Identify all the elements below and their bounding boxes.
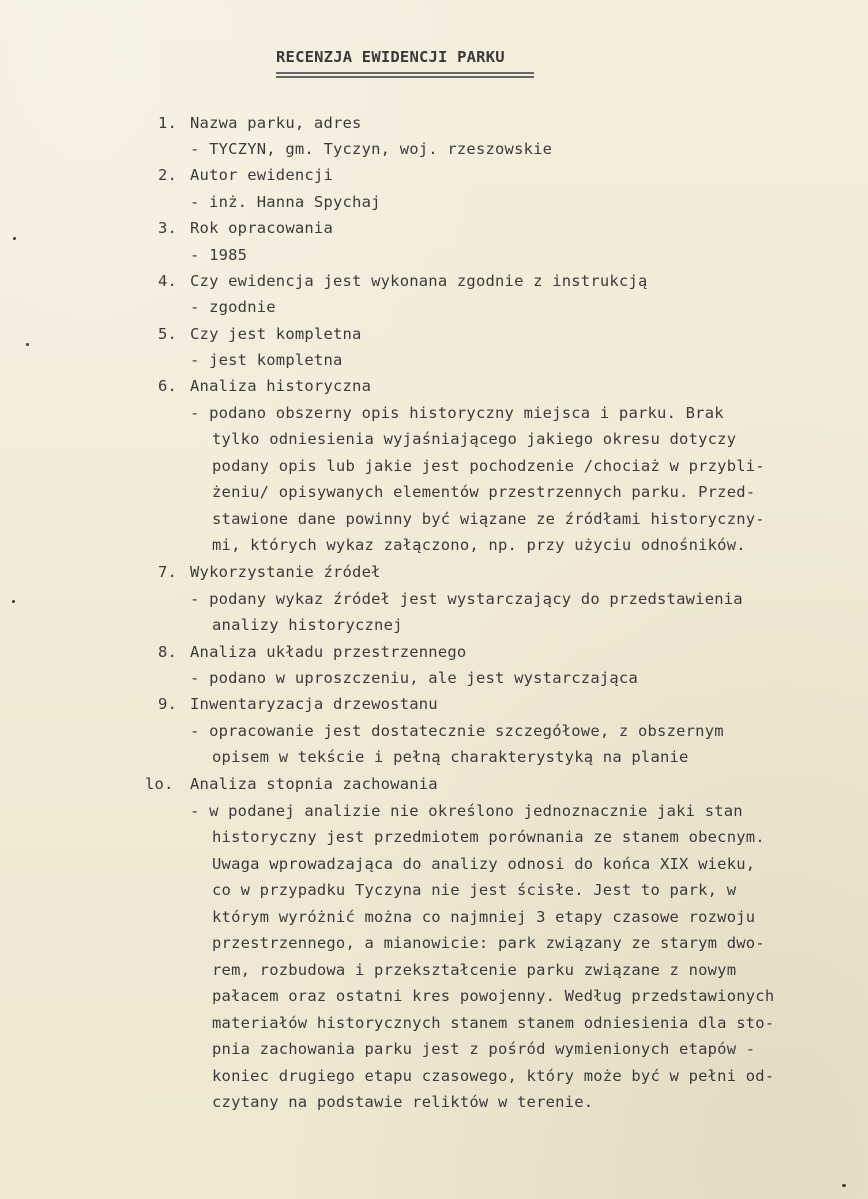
item-body-line: - w podanej analizie nie określono jednoznacznie jaki stan xyxy=(190,802,743,820)
item-heading: Inwentaryzacja drzewostanu xyxy=(190,695,438,713)
paper-speck xyxy=(12,600,15,603)
item-body-line: - podano obszerny opis historyczny miejsca i parku. Brak xyxy=(190,404,724,422)
item-number: 8. xyxy=(158,643,178,661)
item-heading: Czy jest kompletna xyxy=(190,325,362,343)
item-heading: Analiza historyczna xyxy=(190,377,372,395)
item-body-line: historyczny jest przedmiotem porównania ze stanem obecnym. xyxy=(212,828,765,846)
item-body-line: - podany wykaz źródeł jest wystarczający do przedstawienia xyxy=(190,590,743,608)
item-body-line: czytany na podstawie reliktów w terenie. xyxy=(212,1093,594,1111)
item-number: 5. xyxy=(158,325,178,343)
item-heading: Analiza układu przestrzennego xyxy=(190,643,467,661)
item-heading: Czy ewidencja jest wykonana zgodnie z instrukcją xyxy=(190,272,648,290)
item-body-line: tylko odniesienia wyjaśniającego jakiego okresu dotyczy xyxy=(212,430,737,448)
paper-speck xyxy=(26,343,29,346)
paper-speck xyxy=(13,237,16,240)
item-body-line: rem, rozbudowa i przekształcenie parku związane z nowym xyxy=(212,961,737,979)
item-body-line: materiałów historycznych stanem stanem odniesienia dla sto- xyxy=(212,1014,775,1032)
item-body-line: którym wyróżnić można co najmniej 3 etapy czasowe rozwoju xyxy=(212,908,756,926)
paper-speck xyxy=(842,1184,846,1187)
item-number: 1. xyxy=(158,114,178,132)
item-body-line: pałacem oraz ostatni kres powojenny. Według przedstawionych xyxy=(212,987,775,1005)
item-body-line: koniec drugiego etapu czasowego, który może być w pełni od- xyxy=(212,1067,775,1085)
document-title: RECENZJA EWIDENCJI PARKU xyxy=(276,48,505,66)
item-body-line: analizy historycznej xyxy=(212,616,403,634)
item-body-line: - zgodnie xyxy=(190,298,276,316)
item-body-line: Uwaga wprowadzająca do analizy odnosi do końca XIX wieku, xyxy=(212,855,756,873)
item-heading: Analiza stopnia zachowania xyxy=(190,775,438,793)
item-body-line: mi, których wykaz załączono, np. przy użyciu odnośników. xyxy=(212,536,746,554)
item-number: 9. xyxy=(158,695,178,713)
item-body-line: opisem w tekście i pełną charakterystyką na planie xyxy=(212,748,689,766)
item-number: 6. xyxy=(158,377,178,395)
item-body-line: - TYCZYN, gm. Tyczyn, woj. rzeszowskie xyxy=(190,140,553,158)
item-body-line: - podano w uproszczeniu, ale jest wystarczająca xyxy=(190,669,638,687)
item-body-line: - opracowanie jest dostatecznie szczegółowe, z obszernym xyxy=(190,722,724,740)
item-number: lo. xyxy=(145,775,174,793)
item-number: 3. xyxy=(158,219,178,237)
item-body-line: pnia zachowania parku jest z pośród wymienionych etapów - xyxy=(212,1040,756,1058)
item-body-line: - jest kompletna xyxy=(190,351,343,369)
item-heading: Rok opracowania xyxy=(190,219,333,237)
title-underline xyxy=(276,72,534,78)
item-body-line: podany opis lub jakie jest pochodzenie /chociaż w przybli- xyxy=(212,457,765,475)
item-body-line: stawione dane powinny być wiązane ze źródłami historyczny- xyxy=(212,510,765,528)
item-body-line: przestrzennego, a mianowicie: park związany ze starym dwo- xyxy=(212,934,765,952)
item-body-line: - 1985 xyxy=(190,246,248,264)
item-heading: Wykorzystanie źródeł xyxy=(190,563,381,581)
item-number: 7. xyxy=(158,563,178,581)
item-number: 2. xyxy=(158,166,178,184)
item-number: 4. xyxy=(158,272,178,290)
item-heading: Autor ewidencji xyxy=(190,166,333,184)
item-body-line: żeniu/ opisywanych elementów przestrzennych parku. Przed- xyxy=(212,483,756,501)
item-body-line: - inż. Hanna Spychaj xyxy=(190,193,381,211)
item-body-line: co w przypadku Tyczyna nie jest ścisłe. Jest to park, w xyxy=(212,881,737,899)
item-heading: Nazwa parku, adres xyxy=(190,114,362,132)
